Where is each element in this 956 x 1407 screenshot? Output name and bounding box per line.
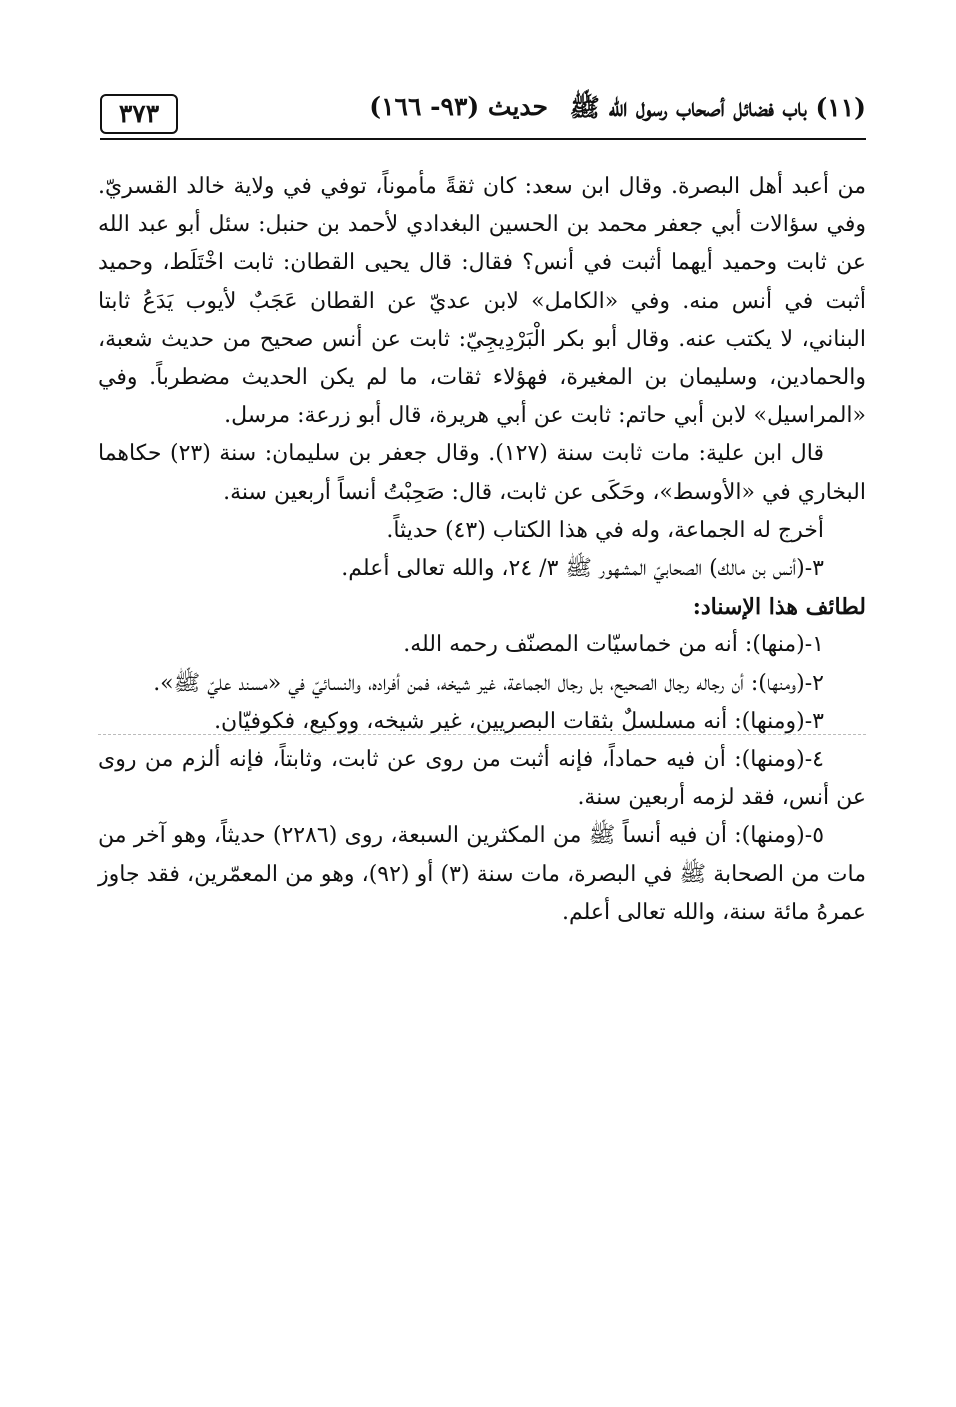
list-item: ٣-(ومنها): أنه مسلسلٌ بثقات البصريين، غير شيخه، ووكيع، فكوفيّان. bbox=[214, 708, 824, 734]
list-item: ٤-(ومنها): أن فيه حماداً، فإنه أثبت من روى عن ثابت، وثابتاً، فإنه ألزم من روى عن أنس، فقد لزمه أربعين سنة. bbox=[98, 747, 866, 811]
page-number: ٣٧٣ bbox=[100, 94, 178, 134]
list-item: ١-(منها): أنه من خماسيّات المصنّف رحمه الله. bbox=[403, 632, 824, 658]
hadith-range: حديث (٩٣- ١٦٦) bbox=[369, 92, 548, 121]
list-item: ٥-(ومنها): أن فيه أنساً ﷺ من المكثرين السبعة، روى (٢٢٨٦) حديثاً، وهو آخر من مات من الصحابة ﷺ في البصرة، مات سنة (٣) أو (٩٢)، وهو من المعمّرين، فقد جاوز عمرهُ مائة سنة، والله تعالى أعلم. bbox=[98, 823, 866, 925]
paragraph-3: أخرج له الجماعة، وله في هذا الكتاب (٤٣) حديثاً. bbox=[386, 517, 824, 543]
paragraph-4: ٣-(أنس بن مالك) الصحابيّ المشهور ﷺ ٣/ ٢٤، والله تعالى أعلم. bbox=[341, 556, 824, 582]
chapter-title: (١١) باب فضائل أصحاب رسول الله ﷺ bbox=[569, 93, 866, 122]
paragraph-2: قال ابن علية: مات ثابت سنة (١٢٧). وقال جعفر بن سليمان: سنة (٢٣) حكاهما البخاري في «الأوسط»، وحَكَى عن ثابت، قال: صَحِبْتُ أنساً أربعين سنة. bbox=[98, 441, 866, 505]
divider bbox=[98, 734, 866, 735]
main-text bbox=[98, 168, 866, 932]
page-header bbox=[100, 92, 866, 146]
list-item: ٢-(ومنها): أن رجاله رجال الصحيح، بل رجال الجماعة، غير شيخه، فمن أفراده، والنسائيّ في «مسند عليّ ﷺ». bbox=[153, 670, 824, 696]
paragraph-1: من أعبد أهل البصرة. وقال ابن سعد: كان ثقةً مأموناً، توفي في ولاية خالد القسريّ. وفي سؤالات أبي جعفر محمد بن الحسين البغدادي لأحمد بن حنبل: سئل أبو عبد الله عن ثابت وحميد أيهما أثبت في أنس؟ فقال: قال يحيى القطان: ثابت اخْتَلَط، وحميد أثبت في أنس منه. وفي «الكامل» لابن عديّ عن القطان عَجَبٌ لأيوب يَدَعُ ثابتا البناني، لا يكتب عنه. وقال أبو بكر الْبَرْدِيجِيّ: ثابت عن أنس صحيح من حديث شعبة، والحمادين، وسليمان بن المغيرة، فهؤلاء ثقات، ما لم يكن الحديث مضطرباً. وفي «المراسيل» لابن أبي حاتم: ثابت عن أبي هريرة، قال أبو زرعة: مرسل. bbox=[98, 174, 867, 429]
header-rule bbox=[100, 138, 866, 140]
section-heading: لطائف هذا الإسناد: bbox=[692, 594, 866, 621]
